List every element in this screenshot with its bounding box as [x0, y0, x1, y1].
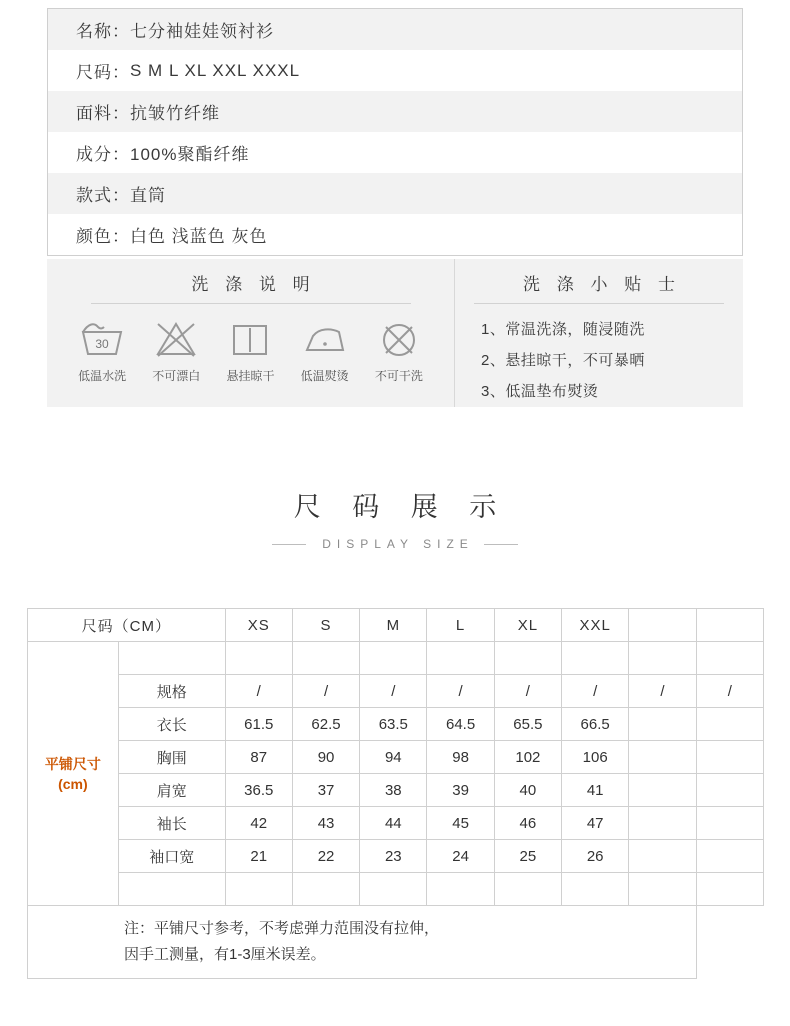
- wash-icon-caption: 低温熨烫: [300, 369, 349, 383]
- spec-label: 名称：: [76, 22, 130, 41]
- spec-row: [48, 214, 742, 255]
- size-note-line1: 注：平铺尺寸参考，不考虑弹力范围没有拉伸，: [124, 920, 440, 937]
- table-header-row: [28, 609, 764, 642]
- spec-value: 100%聚酯纤维: [130, 145, 250, 164]
- table-note-row: [28, 906, 764, 979]
- table-cell: [292, 642, 359, 675]
- table-cell: [696, 873, 763, 906]
- table-cell: [696, 642, 763, 675]
- table-cell: 102: [494, 741, 561, 774]
- table-cell: /: [629, 675, 696, 708]
- table-row: [28, 708, 764, 741]
- wash-icon-item: [217, 316, 283, 384]
- table-cell: 41: [562, 774, 629, 807]
- no-bleach-icon: [152, 316, 200, 360]
- table-cell: /: [494, 675, 561, 708]
- table-cell: 66.5: [562, 708, 629, 741]
- wash-icon-item: [292, 316, 358, 384]
- divider-right: [484, 544, 518, 545]
- table-header-cell: 尺码（CM）: [28, 609, 226, 642]
- flat-size-label-line2: (cm): [58, 775, 88, 792]
- table-cell: 45: [427, 807, 494, 840]
- row-label: 袖口宽: [118, 840, 225, 873]
- spec-value: 直筒: [130, 186, 166, 205]
- low-iron-icon: [301, 316, 349, 360]
- svg-text:30: 30: [95, 337, 109, 351]
- table-cell: [629, 807, 696, 840]
- table-cell: 26: [562, 840, 629, 873]
- row-label: 规格: [118, 675, 225, 708]
- table-header-cell: [696, 609, 763, 642]
- wash-tip-item: 1、常温洗涤，随浸随洗: [481, 321, 645, 338]
- row-label: 肩宽: [118, 774, 225, 807]
- table-cell: [629, 840, 696, 873]
- size-note-line2: 因手工测量，有1-3厘米误差。: [124, 946, 326, 963]
- table-row: [28, 774, 764, 807]
- table-cell: 61.5: [225, 708, 292, 741]
- spec-row: [48, 132, 742, 173]
- subtitle-row: [0, 537, 790, 551]
- spec-value: 白色 浅蓝色 灰色: [130, 227, 268, 246]
- table-cell: /: [696, 675, 763, 708]
- table-cell: 43: [292, 807, 359, 840]
- wash-tub-30-icon: [78, 316, 126, 360]
- table-cell: [562, 642, 629, 675]
- table-row: [28, 741, 764, 774]
- table-cell: 25: [494, 840, 561, 873]
- table-cell: 23: [360, 840, 427, 873]
- table-cell: [292, 873, 359, 906]
- table-cell: 38: [360, 774, 427, 807]
- table-cell: [118, 642, 225, 675]
- table-header-cell: [629, 609, 696, 642]
- wash-icon-caption: 低温水洗: [78, 369, 127, 383]
- page-title: 尺 码 展 示: [293, 492, 509, 522]
- table-cell: /: [292, 675, 359, 708]
- table-cell: /: [225, 675, 292, 708]
- spec-label: 款式：: [76, 186, 130, 205]
- table-cell: [494, 642, 561, 675]
- table-cell: 21: [225, 840, 292, 873]
- spec-label: 成分：: [76, 145, 130, 164]
- table-cell: [360, 642, 427, 675]
- table-cell: 47: [562, 807, 629, 840]
- table-cell: [562, 873, 629, 906]
- table-cell: 94: [360, 741, 427, 774]
- table-cell: [696, 708, 763, 741]
- table-cell: 36.5: [225, 774, 292, 807]
- table-cell: [494, 873, 561, 906]
- table-cell: 37: [292, 774, 359, 807]
- table-header-cell: M: [360, 609, 427, 642]
- table-cell: [696, 807, 763, 840]
- size-table: [27, 608, 764, 979]
- table-cell: [629, 642, 696, 675]
- table-cell: 62.5: [292, 708, 359, 741]
- table-cell: [118, 873, 225, 906]
- wash-tips-section: [455, 259, 743, 407]
- spec-value: 七分袖娃娃领衬衫: [130, 22, 274, 41]
- size-chart: [27, 608, 764, 979]
- table-cell: 22: [292, 840, 359, 873]
- wash-icon-item: [366, 316, 432, 384]
- spec-label: 颜色：: [76, 227, 130, 246]
- wash-tip-item: 2、悬挂晾干，不可暴晒: [481, 352, 645, 369]
- table-cell: 65.5: [494, 708, 561, 741]
- table-cell: 63.5: [360, 708, 427, 741]
- table-header-cell: L: [427, 609, 494, 642]
- table-cell: 46: [494, 807, 561, 840]
- wash-instructions-title: 洗 涤 说 明: [191, 275, 316, 294]
- wash-care-panel: [47, 259, 743, 407]
- row-label: 衣长: [118, 708, 225, 741]
- spec-row: [48, 91, 742, 132]
- wash-icon-caption: 不可干洗: [374, 369, 423, 383]
- flat-size-label-line1: 平铺尺寸: [44, 755, 101, 772]
- table-cell: /: [427, 675, 494, 708]
- table-cell: [696, 840, 763, 873]
- product-spec-table: [47, 8, 743, 256]
- spec-row: [48, 50, 742, 91]
- page-subtitle: DISPLAY SIZE: [322, 537, 474, 551]
- size-section-heading: [0, 485, 790, 551]
- table-cell: [696, 741, 763, 774]
- row-label: 袖长: [118, 807, 225, 840]
- table-header-cell: S: [292, 609, 359, 642]
- flat-size-label-cell: [28, 642, 119, 906]
- wash-icon-item: [143, 316, 209, 384]
- spec-label: 面料：: [76, 104, 130, 123]
- table-cell: 24: [427, 840, 494, 873]
- spec-row: [48, 173, 742, 214]
- wash-instructions-section: [47, 259, 455, 407]
- wash-tips-title: 洗 涤 小 贴 士: [523, 275, 681, 294]
- divider-left: [272, 544, 306, 545]
- wash-icon-caption: 悬挂晾干: [226, 369, 275, 383]
- spec-row: [48, 9, 742, 50]
- table-cell: 40: [494, 774, 561, 807]
- table-row: [28, 807, 764, 840]
- size-note: [28, 906, 697, 979]
- wash-icon-caption: 不可漂白: [152, 369, 201, 383]
- table-cell: 64.5: [427, 708, 494, 741]
- wash-icon-item: [69, 316, 135, 384]
- table-cell: 98: [427, 741, 494, 774]
- table-cell: /: [562, 675, 629, 708]
- table-header-cell: XL: [494, 609, 561, 642]
- table-cell: [629, 774, 696, 807]
- table-cell: 106: [562, 741, 629, 774]
- wash-icon-row: [47, 304, 454, 384]
- spec-value: 抗皱竹纤维: [130, 104, 220, 123]
- spec-label: 尺码：: [76, 63, 130, 82]
- table-cell: 90: [292, 741, 359, 774]
- table-cell: [629, 741, 696, 774]
- table-header-cell: XXL: [562, 609, 629, 642]
- table-cell: [629, 873, 696, 906]
- wash-tip-item: 3、低温垫布熨烫: [481, 383, 599, 400]
- table-spacer-row: [28, 642, 764, 675]
- table-cell: 39: [427, 774, 494, 807]
- wash-tips-list: [455, 304, 743, 407]
- hang-dry-icon: [226, 316, 274, 360]
- table-cell: [427, 642, 494, 675]
- table-header-cell: XS: [225, 609, 292, 642]
- table-row: [28, 840, 764, 873]
- table-row: [28, 675, 764, 708]
- table-cell: [629, 708, 696, 741]
- no-dry-clean-icon: [375, 316, 423, 360]
- table-cell: [360, 873, 427, 906]
- row-label: 胸围: [118, 741, 225, 774]
- table-cell: [696, 774, 763, 807]
- table-cell: 42: [225, 807, 292, 840]
- table-cell: /: [360, 675, 427, 708]
- table-cell: 44: [360, 807, 427, 840]
- table-cell: 87: [225, 741, 292, 774]
- spec-value: S M L XL XXL XXXL: [130, 60, 301, 80]
- table-cell: [427, 873, 494, 906]
- table-cell: [225, 642, 292, 675]
- table-cell: [225, 873, 292, 906]
- table-spacer-row: [28, 873, 764, 906]
